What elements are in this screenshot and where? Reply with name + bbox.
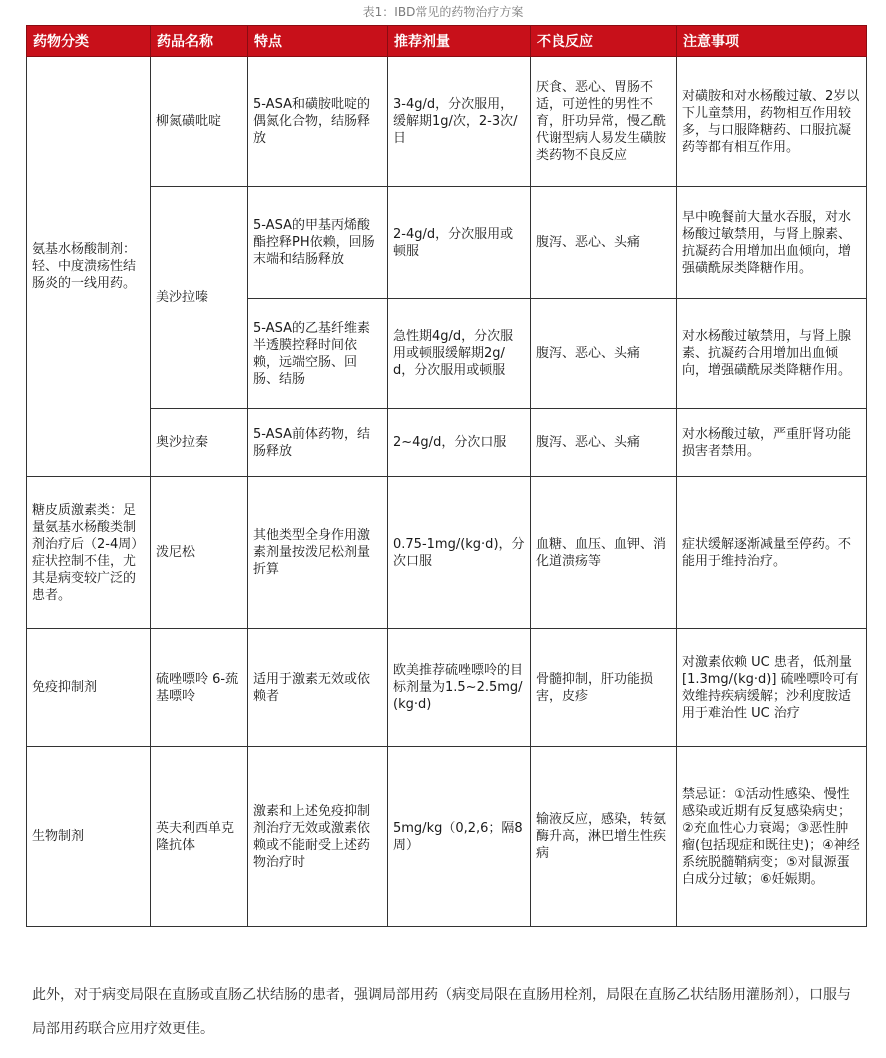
header-category: 药物分类 bbox=[27, 26, 151, 57]
adverse-cell: 腹泻、恶心、头痛 bbox=[531, 299, 677, 409]
dose-cell: 5mg/kg（0,2,6；隔8周） bbox=[388, 747, 531, 927]
notes-cell: 对激素依赖 UC 患者，低剂量 [1.3mg/(kg·d)] 硫唑嘌呤可有效维持疾病缓解；沙利度胺适用于难治性 UC 治疗 bbox=[677, 629, 867, 747]
notes-cell: 对磺胺和对水杨酸过敏、2岁以下儿童禁用，药物相互作用较多，与口服降糖药、口服抗凝药等都有相互作用。 bbox=[677, 57, 867, 187]
adverse-cell: 厌食、恶心、胃肠不适，可逆性的男性不育，肝功异常，慢乙酰代谢型病人易发生磺胺类药物不良反应 bbox=[531, 57, 677, 187]
drug-name-cell: 英夫利西单克隆抗体 bbox=[151, 747, 248, 927]
feature-cell: 适用于激素无效或依赖者 bbox=[248, 629, 388, 747]
feature-cell: 5-ASA的甲基丙烯酸酯控释PH依赖，回肠末端和结肠释放 bbox=[248, 187, 388, 299]
category-cell: 糖皮质激素类：足量氨基水杨酸类制剂治疗后（2-4周）症状控制不佳，尤其是病变较广泛的患者。 bbox=[27, 477, 151, 629]
table-row bbox=[27, 629, 867, 747]
notes-cell: 禁忌证：①活动性感染、慢性感染或近期有反复感染病史；②充血性心力衰竭；③恶性肿瘤(包括现症和既往史)；④神经系统脱髓鞘病变；⑤对鼠源蛋白成分过敏；⑥妊娠期。 bbox=[677, 747, 867, 927]
adverse-cell: 输液反应，感染，转氨酶升高，淋巴增生性疾病 bbox=[531, 747, 677, 927]
dose-cell: 0.75-1mg/(kg·d)，分次口服 bbox=[388, 477, 531, 629]
header-notes: 注意事项 bbox=[677, 26, 867, 57]
dose-cell: 3-4g/d，分次服用，缓解期1g/次，2-3次/日 bbox=[388, 57, 531, 187]
header-adverse: 不良反应 bbox=[531, 26, 677, 57]
feature-cell: 5-ASA前体药物，结肠释放 bbox=[248, 409, 388, 477]
header-feature: 特点 bbox=[248, 26, 388, 57]
drug-name-cell: 柳氮磺吡啶 bbox=[151, 57, 248, 187]
drug-table bbox=[26, 25, 867, 927]
category-cell: 免疫抑制剂 bbox=[27, 629, 151, 747]
footnote-paragraph: 此外，对于病变局限在直肠或直肠乙状结肠的患者，强调局部用药（病变局限在直肠用栓剂，局限在直肠乙状结肠用灌肠剂），口服与局部用药联合应用疗效更佳。 bbox=[32, 987, 851, 1037]
table-caption: 表1：IBD常见的药物治疗方案 bbox=[362, 5, 524, 19]
notes-cell: 对水杨酸过敏，严重肝肾功能损害者禁用。 bbox=[677, 409, 867, 477]
table-row bbox=[27, 477, 867, 629]
drug-name-cell: 硫唑嘌呤 6-巯基嘌呤 bbox=[151, 629, 248, 747]
drug-name-cell: 泼尼松 bbox=[151, 477, 248, 629]
feature-cell: 5-ASA和磺胺吡啶的偶氮化合物，结肠释放 bbox=[248, 57, 388, 187]
dose-cell: 欧美推荐硫唑嘌呤的目标剂量为1.5~2.5mg/(kg·d) bbox=[388, 629, 531, 747]
drug-name-cell: 美沙拉嗪 bbox=[151, 187, 248, 409]
header-dose: 推荐剂量 bbox=[388, 26, 531, 57]
feature-cell: 其他类型全身作用激素剂量按泼尼松剂量折算 bbox=[248, 477, 388, 629]
feature-cell: 5-ASA的乙基纤维素半透膜控释时间依赖，远端空肠、回肠、结肠 bbox=[248, 299, 388, 409]
category-cell: 氨基水杨酸制剂：轻、中度溃疡性结肠炎的一线用药。 bbox=[27, 57, 151, 477]
table-row bbox=[27, 409, 867, 477]
table-row bbox=[27, 187, 867, 299]
feature-cell: 激素和上述免疫抑制剂治疗无效或激素依赖或不能耐受上述药物治疗时 bbox=[248, 747, 388, 927]
table-header-row bbox=[27, 26, 867, 57]
adverse-cell: 骨髓抑制，肝功能损害，皮疹 bbox=[531, 629, 677, 747]
notes-cell: 对水杨酸过敏禁用，与肾上腺素、抗凝药合用增加出血倾向，增强磺酰尿类降糖作用。 bbox=[677, 299, 867, 409]
adverse-cell: 腹泻、恶心、头痛 bbox=[531, 187, 677, 299]
table-row bbox=[27, 747, 867, 927]
dose-cell: 急性期4g/d，分次服用或顿服缓解期2g/d，分次服用或顿服 bbox=[388, 299, 531, 409]
notes-cell: 早中晚餐前大量水吞服，对水杨酸过敏禁用，与肾上腺素、抗凝药合用增加出血倾向，增强磺酰尿类降糖作用。 bbox=[677, 187, 867, 299]
table-row bbox=[27, 57, 867, 187]
notes-cell: 症状缓解逐渐减量至停药。不能用于维持治疗。 bbox=[677, 477, 867, 629]
adverse-cell: 腹泻、恶心、头痛 bbox=[531, 409, 677, 477]
header-drug-name: 药品名称 bbox=[151, 26, 248, 57]
adverse-cell: 血糖、血压、血钾、消化道溃疡等 bbox=[531, 477, 677, 629]
drug-name-cell: 奥沙拉秦 bbox=[151, 409, 248, 477]
dose-cell: 2~4g/d，分次口服 bbox=[388, 409, 531, 477]
category-cell: 生物制剂 bbox=[27, 747, 151, 927]
dose-cell: 2-4g/d，分次服用或顿服 bbox=[388, 187, 531, 299]
